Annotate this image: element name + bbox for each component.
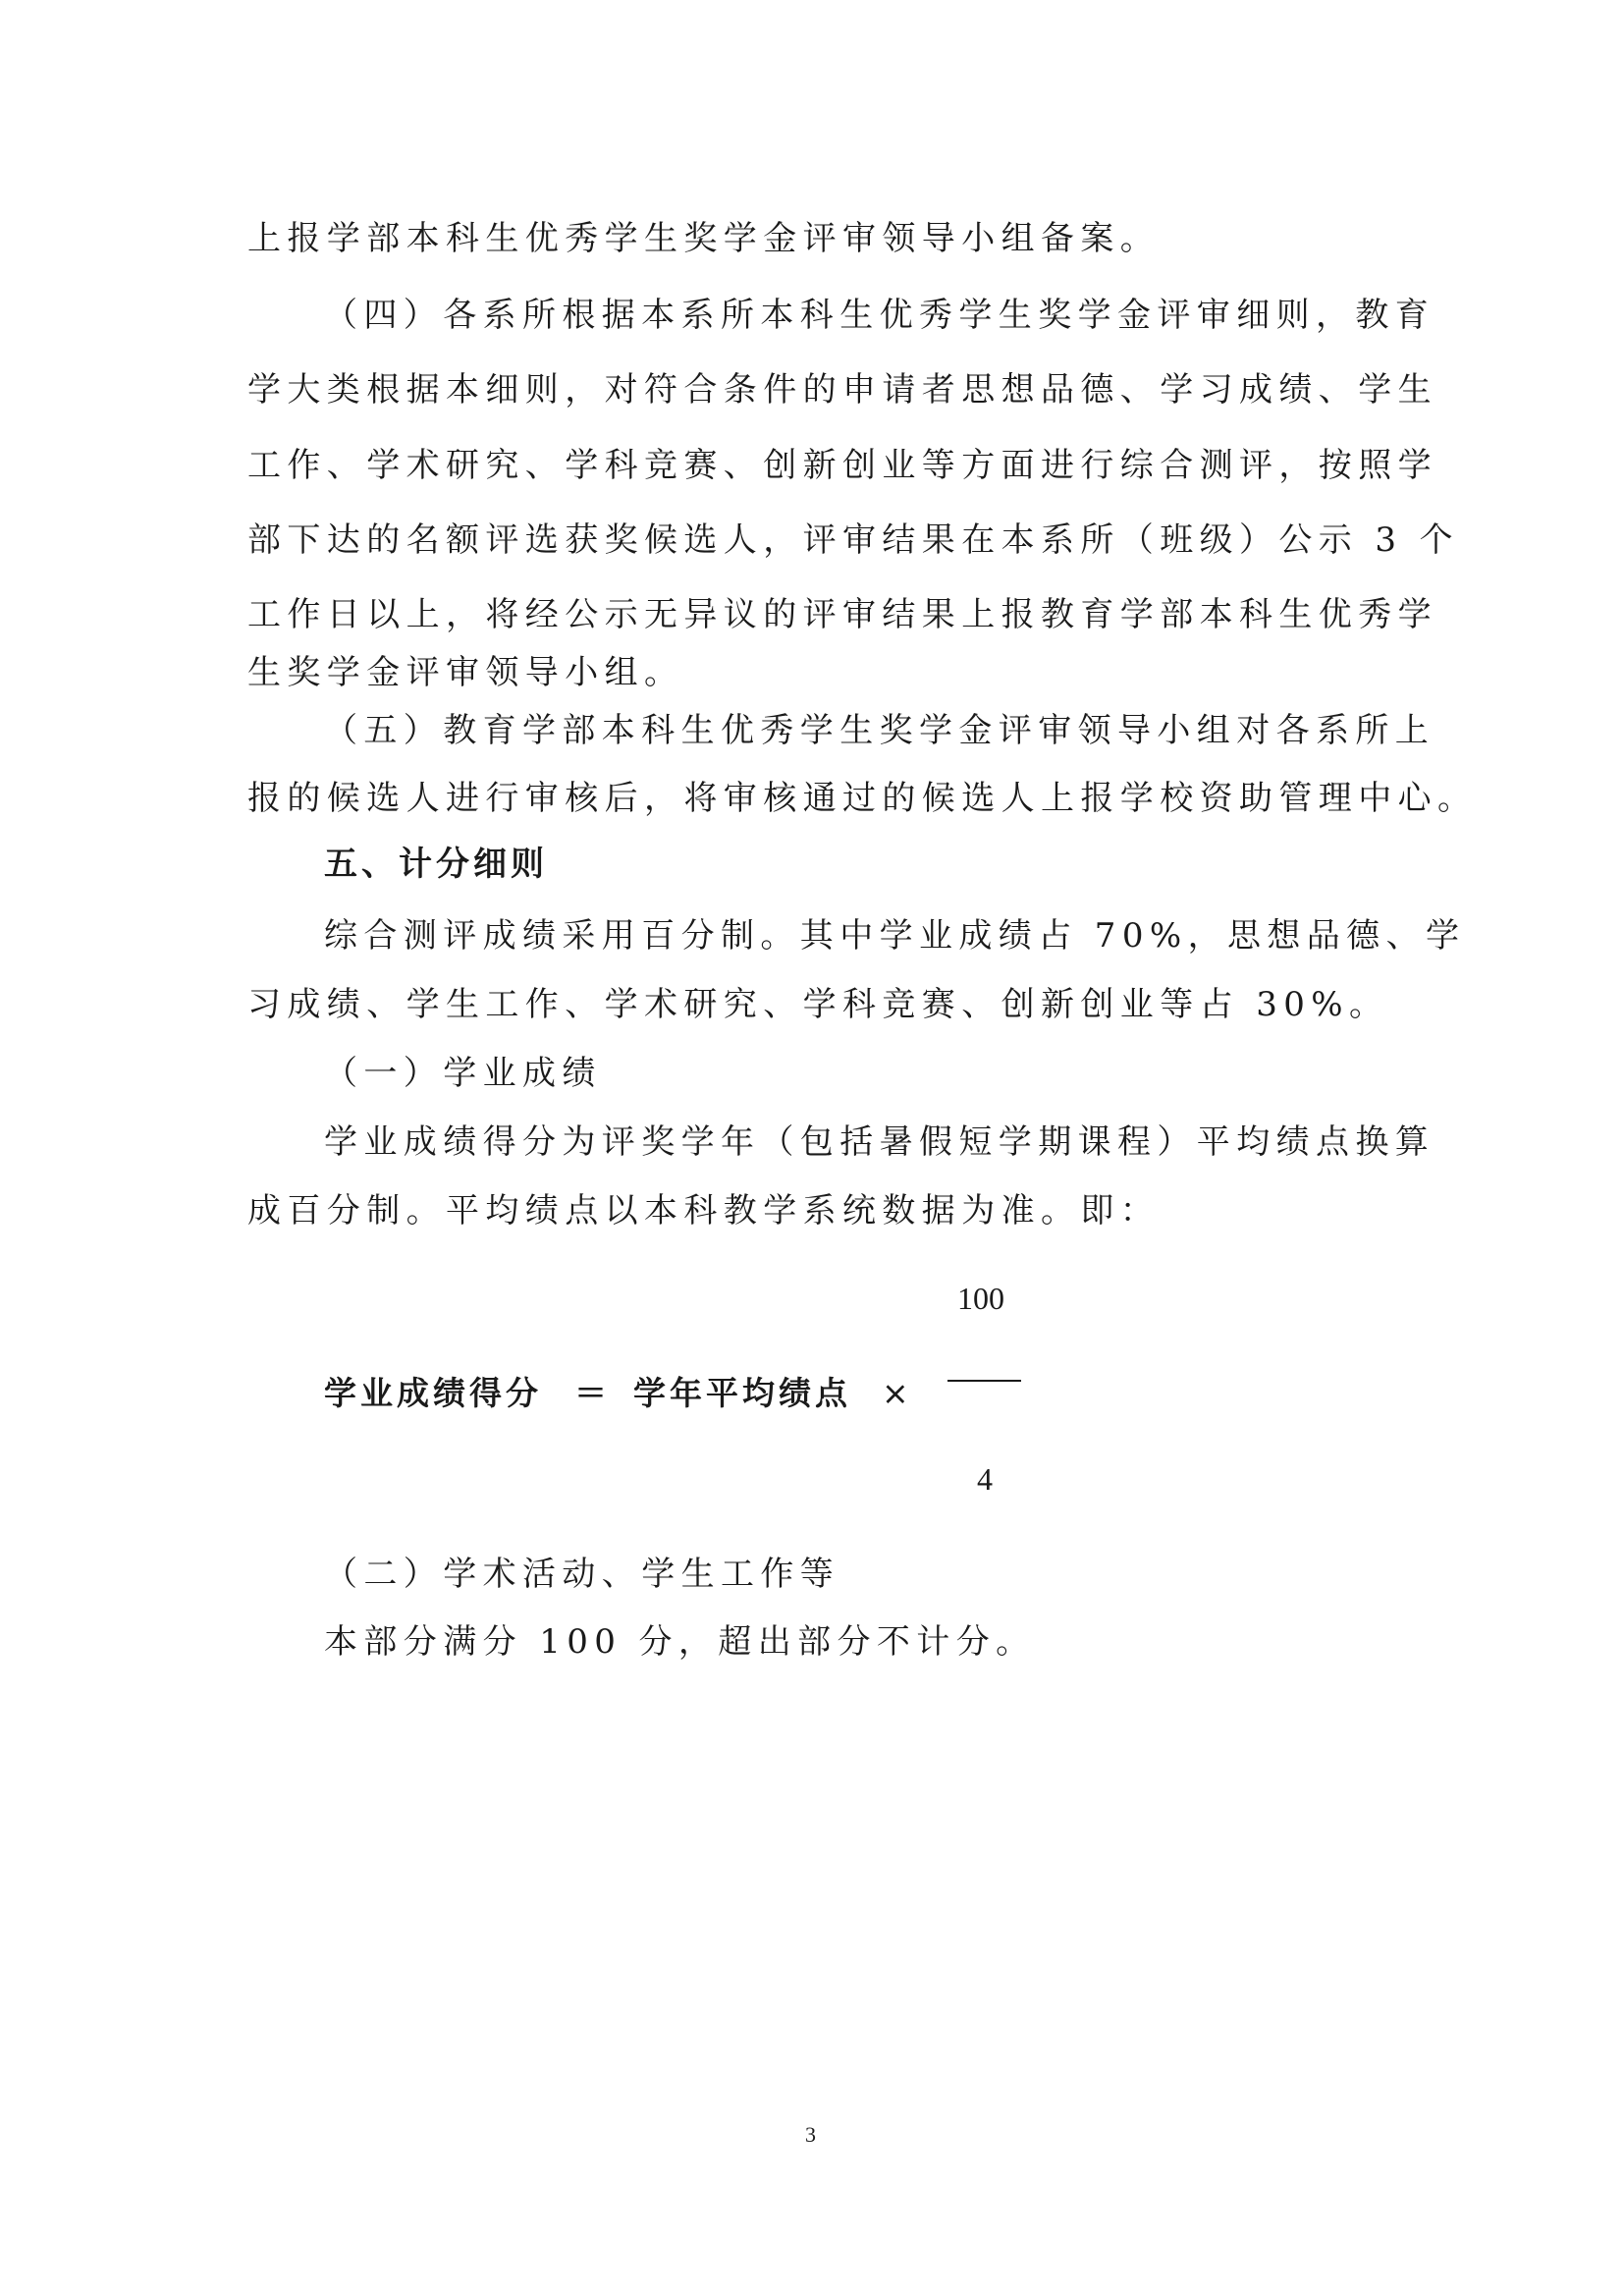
sub-heading: （一）学业成绩 [324,1054,602,1093]
body-line: 工作、学术研究、学科竞赛、创新创业等方面进行综合测评，按照学 [247,446,1437,485]
body-line: 综合测评成绩采用百分制。其中学业成绩占 70%，思想品德、学 [324,916,1466,956]
body-line: 生奖学金评审领导小组。 [247,653,684,692]
body-line: （五）教育学部本科生优秀学生奖学金评审领导小组对各系所上 [324,711,1435,750]
page-number: 3 [805,2122,816,2147]
body-line: 上报学部本科生优秀学生奖学金评审领导小组备案。 [247,219,1161,258]
body-line: 工作日以上，将经公示无异议的评审结果上报教育学部本科生优秀学 [247,595,1437,634]
body-line: 成百分制。平均绩点以本科教学系统数据为准。即： [247,1191,1161,1230]
body-line: 部下达的名额评选获奖候选人，评审结果在本系所（班级）公示 3 个 [247,520,1460,560]
body-line: 报的候选人进行审核后，将审核通过的候选人上报学校资助管理中心。 [247,779,1478,818]
body-line: 本部分满分 100 分，超出部分不计分。 [324,1622,1036,1662]
formula-term: 学年平均绩点 [633,1374,851,1412]
formula-denominator: 4 [977,1461,993,1497]
body-line: 习成绩、学生工作、学术研究、学科竞赛、创新创业等占 30%。 [247,985,1389,1024]
fraction-bar [947,1380,1021,1382]
formula-numerator: 100 [957,1281,1004,1316]
section-heading: 五、计分细则 [324,845,548,884]
sub-heading: （二）学术活动、学生工作等 [324,1555,840,1594]
formula-times: × [882,1374,913,1412]
body-line: 学业成绩得分为评奖学年（包括暑假短学期课程）平均绩点换算 [324,1122,1435,1162]
body-line: 学大类根据本细则，对符合条件的申请者思想品德、学习成绩、学生 [247,370,1437,410]
body-line: （四）各系所根据本系所本科生优秀学生奖学金评审细则，教育 [324,296,1435,335]
formula-equals: ＝ [574,1374,611,1412]
formula-lhs: 学业成绩得分 [324,1374,542,1412]
